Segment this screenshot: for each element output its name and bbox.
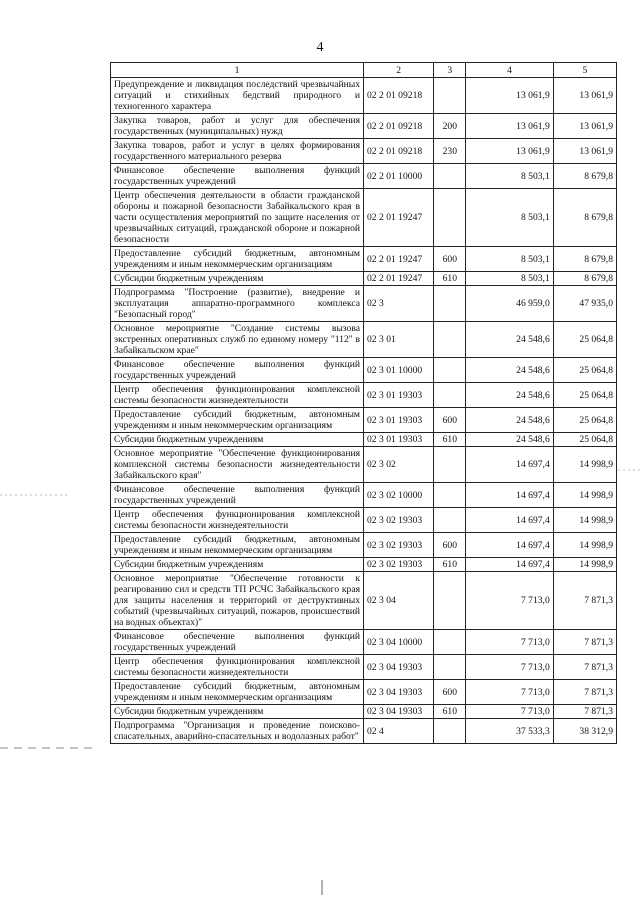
table-header-row: [111, 63, 617, 78]
row-code-cell: 02 3 01 19303: [364, 383, 434, 408]
row-value-col4-cell: 14 697,4: [466, 533, 553, 558]
row-code-cell: 02 3 04 19303: [364, 680, 434, 705]
table-row: [111, 164, 617, 189]
table-row: [111, 383, 617, 408]
row-value-col5-cell: 47 935,0: [553, 286, 616, 322]
row-name-cell: Центр обеспечения функционирования комплексной системы безопасности жизнедеятельности: [111, 383, 364, 408]
table-row: [111, 408, 617, 433]
row-value-col5-cell: 25 064,8: [553, 358, 616, 383]
row-name-cell: Закупка товаров, работ и услуг для обеспечения государственных (муниципальных) нужд: [111, 114, 364, 139]
row-value-col4-cell: 24 548,6: [466, 383, 553, 408]
row-value-col4-cell: 8 503,1: [466, 247, 553, 272]
row-name-cell: Финансовое обеспечение выполнения функций государственных учреждений: [111, 164, 364, 189]
row-expense-type-cell: 200: [434, 114, 466, 139]
row-value-col4-cell: 13 061,9: [466, 114, 553, 139]
row-name-cell: Финансовое обеспечение выполнения функций государственных учреждений: [111, 630, 364, 655]
page-number: 4: [316, 40, 324, 55]
row-value-col5-cell: 14 998,9: [553, 558, 616, 572]
row-expense-type-cell: [434, 447, 466, 483]
row-expense-type-cell: [434, 483, 466, 508]
row-value-col4-cell: 7 713,0: [466, 572, 553, 630]
row-expense-type-cell: [434, 630, 466, 655]
row-value-col4-cell: 8 503,1: [466, 272, 553, 286]
budget-table: [110, 62, 617, 744]
table-row: [111, 447, 617, 483]
row-code-cell: 02 3 02 19303: [364, 558, 434, 572]
table-row: [111, 558, 617, 572]
row-name-cell: Финансовое обеспечение выполнения функций государственных учреждений: [111, 483, 364, 508]
table-row: [111, 272, 617, 286]
row-value-col5-cell: 14 998,9: [553, 533, 616, 558]
row-code-cell: 02 2 01 09218: [364, 114, 434, 139]
row-value-col4-cell: 24 548,6: [466, 433, 553, 447]
row-value-col5-cell: 25 064,8: [553, 322, 616, 358]
row-code-cell: 02 3 04 19303: [364, 705, 434, 719]
row-value-col5-cell: 13 061,9: [553, 139, 616, 164]
row-code-cell: 02 2 01 10000: [364, 164, 434, 189]
row-value-col4-cell: 14 697,4: [466, 483, 553, 508]
row-expense-type-cell: [434, 508, 466, 533]
row-code-cell: 02 2 01 19247: [364, 247, 434, 272]
row-code-cell: 02 3: [364, 286, 434, 322]
row-name-cell: Финансовое обеспечение выполнения функций государственных учреждений: [111, 358, 364, 383]
row-name-cell: Предоставление субсидий бюджетным, автономным учреждениям и иным некоммерческим организациям: [111, 408, 364, 433]
row-expense-type-cell: [434, 572, 466, 630]
row-value-col5-cell: 8 679,8: [553, 189, 616, 247]
row-value-col4-cell: 14 697,4: [466, 558, 553, 572]
row-expense-type-cell: 610: [434, 272, 466, 286]
row-value-col4-cell: 14 697,4: [466, 447, 553, 483]
row-value-col5-cell: 7 871,3: [553, 680, 616, 705]
row-value-col5-cell: 38 312,9: [553, 719, 616, 744]
row-value-col5-cell: 7 871,3: [553, 705, 616, 719]
table-row: [111, 508, 617, 533]
row-expense-type-cell: 230: [434, 139, 466, 164]
row-value-col4-cell: 7 713,0: [466, 705, 553, 719]
row-name-cell: Субсидии бюджетным учреждениям: [111, 558, 364, 572]
row-value-col5-cell: 25 064,8: [553, 383, 616, 408]
row-code-cell: 02 2 01 19247: [364, 189, 434, 247]
row-value-col4-cell: 24 548,6: [466, 408, 553, 433]
row-expense-type-cell: 600: [434, 247, 466, 272]
table-row: [111, 630, 617, 655]
table-row: [111, 572, 617, 630]
table-row: [111, 114, 617, 139]
row-expense-type-cell: [434, 719, 466, 744]
row-expense-type-cell: [434, 383, 466, 408]
row-code-cell: 02 3 01 19303: [364, 408, 434, 433]
row-code-cell: 02 2 01 09218: [364, 139, 434, 164]
row-name-cell: Подпрограмма "Построение (развитие), внедрение и эксплуатация аппаратно-программного комплекса "Безопасный город": [111, 286, 364, 322]
row-name-cell: Основное мероприятие "Создание системы вызова экстренных оперативных служб по единому номеру "112" в Забайкальском крае": [111, 322, 364, 358]
table-row: [111, 247, 617, 272]
row-value-col4-cell: 8 503,1: [466, 189, 553, 247]
row-name-cell: Субсидии бюджетным учреждениям: [111, 433, 364, 447]
row-expense-type-cell: [434, 189, 466, 247]
row-value-col5-cell: 7 871,3: [553, 572, 616, 630]
table-row: [111, 139, 617, 164]
header-col-4: 4: [466, 63, 553, 78]
header-col-1: 1: [111, 63, 364, 78]
row-expense-type-cell: [434, 655, 466, 680]
table-row: [111, 286, 617, 322]
row-value-col5-cell: 8 679,8: [553, 164, 616, 189]
table-body: [111, 78, 617, 744]
row-value-col5-cell: 7 871,3: [553, 630, 616, 655]
row-expense-type-cell: 610: [434, 705, 466, 719]
table-row: [111, 322, 617, 358]
row-value-col5-cell: 13 061,9: [553, 78, 616, 114]
row-expense-type-cell: 600: [434, 680, 466, 705]
row-code-cell: 02 3 04 19303: [364, 655, 434, 680]
table-row: [111, 358, 617, 383]
table-row: [111, 533, 617, 558]
row-value-col5-cell: 7 871,3: [553, 655, 616, 680]
row-value-col4-cell: 7 713,0: [466, 630, 553, 655]
row-code-cell: 02 3 02 10000: [364, 483, 434, 508]
row-value-col4-cell: 14 697,4: [466, 508, 553, 533]
row-code-cell: 02 3 01: [364, 322, 434, 358]
row-expense-type-cell: [434, 322, 466, 358]
row-value-col4-cell: 24 548,6: [466, 322, 553, 358]
row-expense-type-cell: 610: [434, 558, 466, 572]
row-name-cell: Центр обеспечения функционирования комплексной системы безопасности жизнедеятельности: [111, 508, 364, 533]
row-code-cell: 02 3 04 10000: [364, 630, 434, 655]
row-value-col5-cell: 14 998,9: [553, 447, 616, 483]
table-row: [111, 680, 617, 705]
row-value-col5-cell: 14 998,9: [553, 483, 616, 508]
header-col-2: 2: [364, 63, 434, 78]
row-value-col5-cell: 25 064,8: [553, 433, 616, 447]
row-expense-type-cell: [434, 358, 466, 383]
row-name-cell: Предоставление субсидий бюджетным, автономным учреждениям и иным некоммерческим организациям: [111, 680, 364, 705]
table-row: [111, 655, 617, 680]
row-value-col4-cell: 24 548,6: [466, 358, 553, 383]
header-col-5: 5: [553, 63, 616, 78]
row-code-cell: 02 2 01 19247: [364, 272, 434, 286]
table-row: [111, 189, 617, 247]
row-value-col4-cell: 13 061,9: [466, 78, 553, 114]
row-value-col5-cell: 8 679,8: [553, 272, 616, 286]
row-name-cell: Предоставление субсидий бюджетным, автономным учреждениям и иным некоммерческим организациям: [111, 533, 364, 558]
row-name-cell: Предоставление субсидий бюджетным, автономным учреждениям и иным некоммерческим организациям: [111, 247, 364, 272]
row-value-col4-cell: 46 959,0: [466, 286, 553, 322]
row-name-cell: Основное мероприятие "Обеспечение функционирования комплексной системы безопасности жизнедеятельности Забайкальского края": [111, 447, 364, 483]
row-code-cell: 02 4: [364, 719, 434, 744]
row-expense-type-cell: 600: [434, 408, 466, 433]
table-row: [111, 719, 617, 744]
row-code-cell: 02 3 02: [364, 447, 434, 483]
row-name-cell: Основное мероприятие "Обеспечение готовности к реагированию сил и средств ТП РСЧС Забайкальского края для защиты населения и территорий от деструктивных событий (чрезвычайных ситуаций, пожаров, происшествий на водных объектах)": [111, 572, 364, 630]
row-name-cell: Центр обеспечения функционирования комплексной системы безопасности жизнедеятельности: [111, 655, 364, 680]
row-value-col5-cell: 13 061,9: [553, 114, 616, 139]
table-row: [111, 433, 617, 447]
row-code-cell: 02 3 02 19303: [364, 508, 434, 533]
row-code-cell: 02 2 01 09218: [364, 78, 434, 114]
table-row: [111, 705, 617, 719]
row-value-col5-cell: 8 679,8: [553, 247, 616, 272]
row-value-col4-cell: 37 533,3: [466, 719, 553, 744]
row-name-cell: Субсидии бюджетным учреждениям: [111, 272, 364, 286]
row-expense-type-cell: [434, 286, 466, 322]
header-col-3: 3: [434, 63, 466, 78]
row-expense-type-cell: 610: [434, 433, 466, 447]
row-name-cell: Подпрограмма "Организация и проведение поисково-спасательных, аварийно-спасательных и водолазных работ": [111, 719, 364, 744]
table-row: [111, 483, 617, 508]
row-name-cell: Центр обеспечения деятельности в области гражданской обороны и пожарной безопасности Забайкальского края в части осуществления мероприятий по защите населения от чрезвычайных ситуаций, гражданской обороне и пожарной безопасности: [111, 189, 364, 247]
row-expense-type-cell: [434, 164, 466, 189]
row-value-col4-cell: 7 713,0: [466, 680, 553, 705]
row-code-cell: 02 3 01 19303: [364, 433, 434, 447]
row-code-cell: 02 3 02 19303: [364, 533, 434, 558]
row-value-col5-cell: 14 998,9: [553, 508, 616, 533]
row-code-cell: 02 3 01 10000: [364, 358, 434, 383]
row-name-cell: Закупка товаров, работ и услуг в целях формирования государственного материального резерва: [111, 139, 364, 164]
row-value-col5-cell: 25 064,8: [553, 408, 616, 433]
row-value-col4-cell: 7 713,0: [466, 655, 553, 680]
row-name-cell: Субсидии бюджетным учреждениям: [111, 705, 364, 719]
row-value-col4-cell: 8 503,1: [466, 164, 553, 189]
row-expense-type-cell: [434, 78, 466, 114]
row-value-col4-cell: 13 061,9: [466, 139, 553, 164]
row-name-cell: Предупреждение и ликвидация последствий чрезвычайных ситуаций и стихийных бедствий природного и техногенного характера: [111, 78, 364, 114]
row-code-cell: 02 3 04: [364, 572, 434, 630]
table-row: [111, 78, 617, 114]
row-expense-type-cell: 600: [434, 533, 466, 558]
